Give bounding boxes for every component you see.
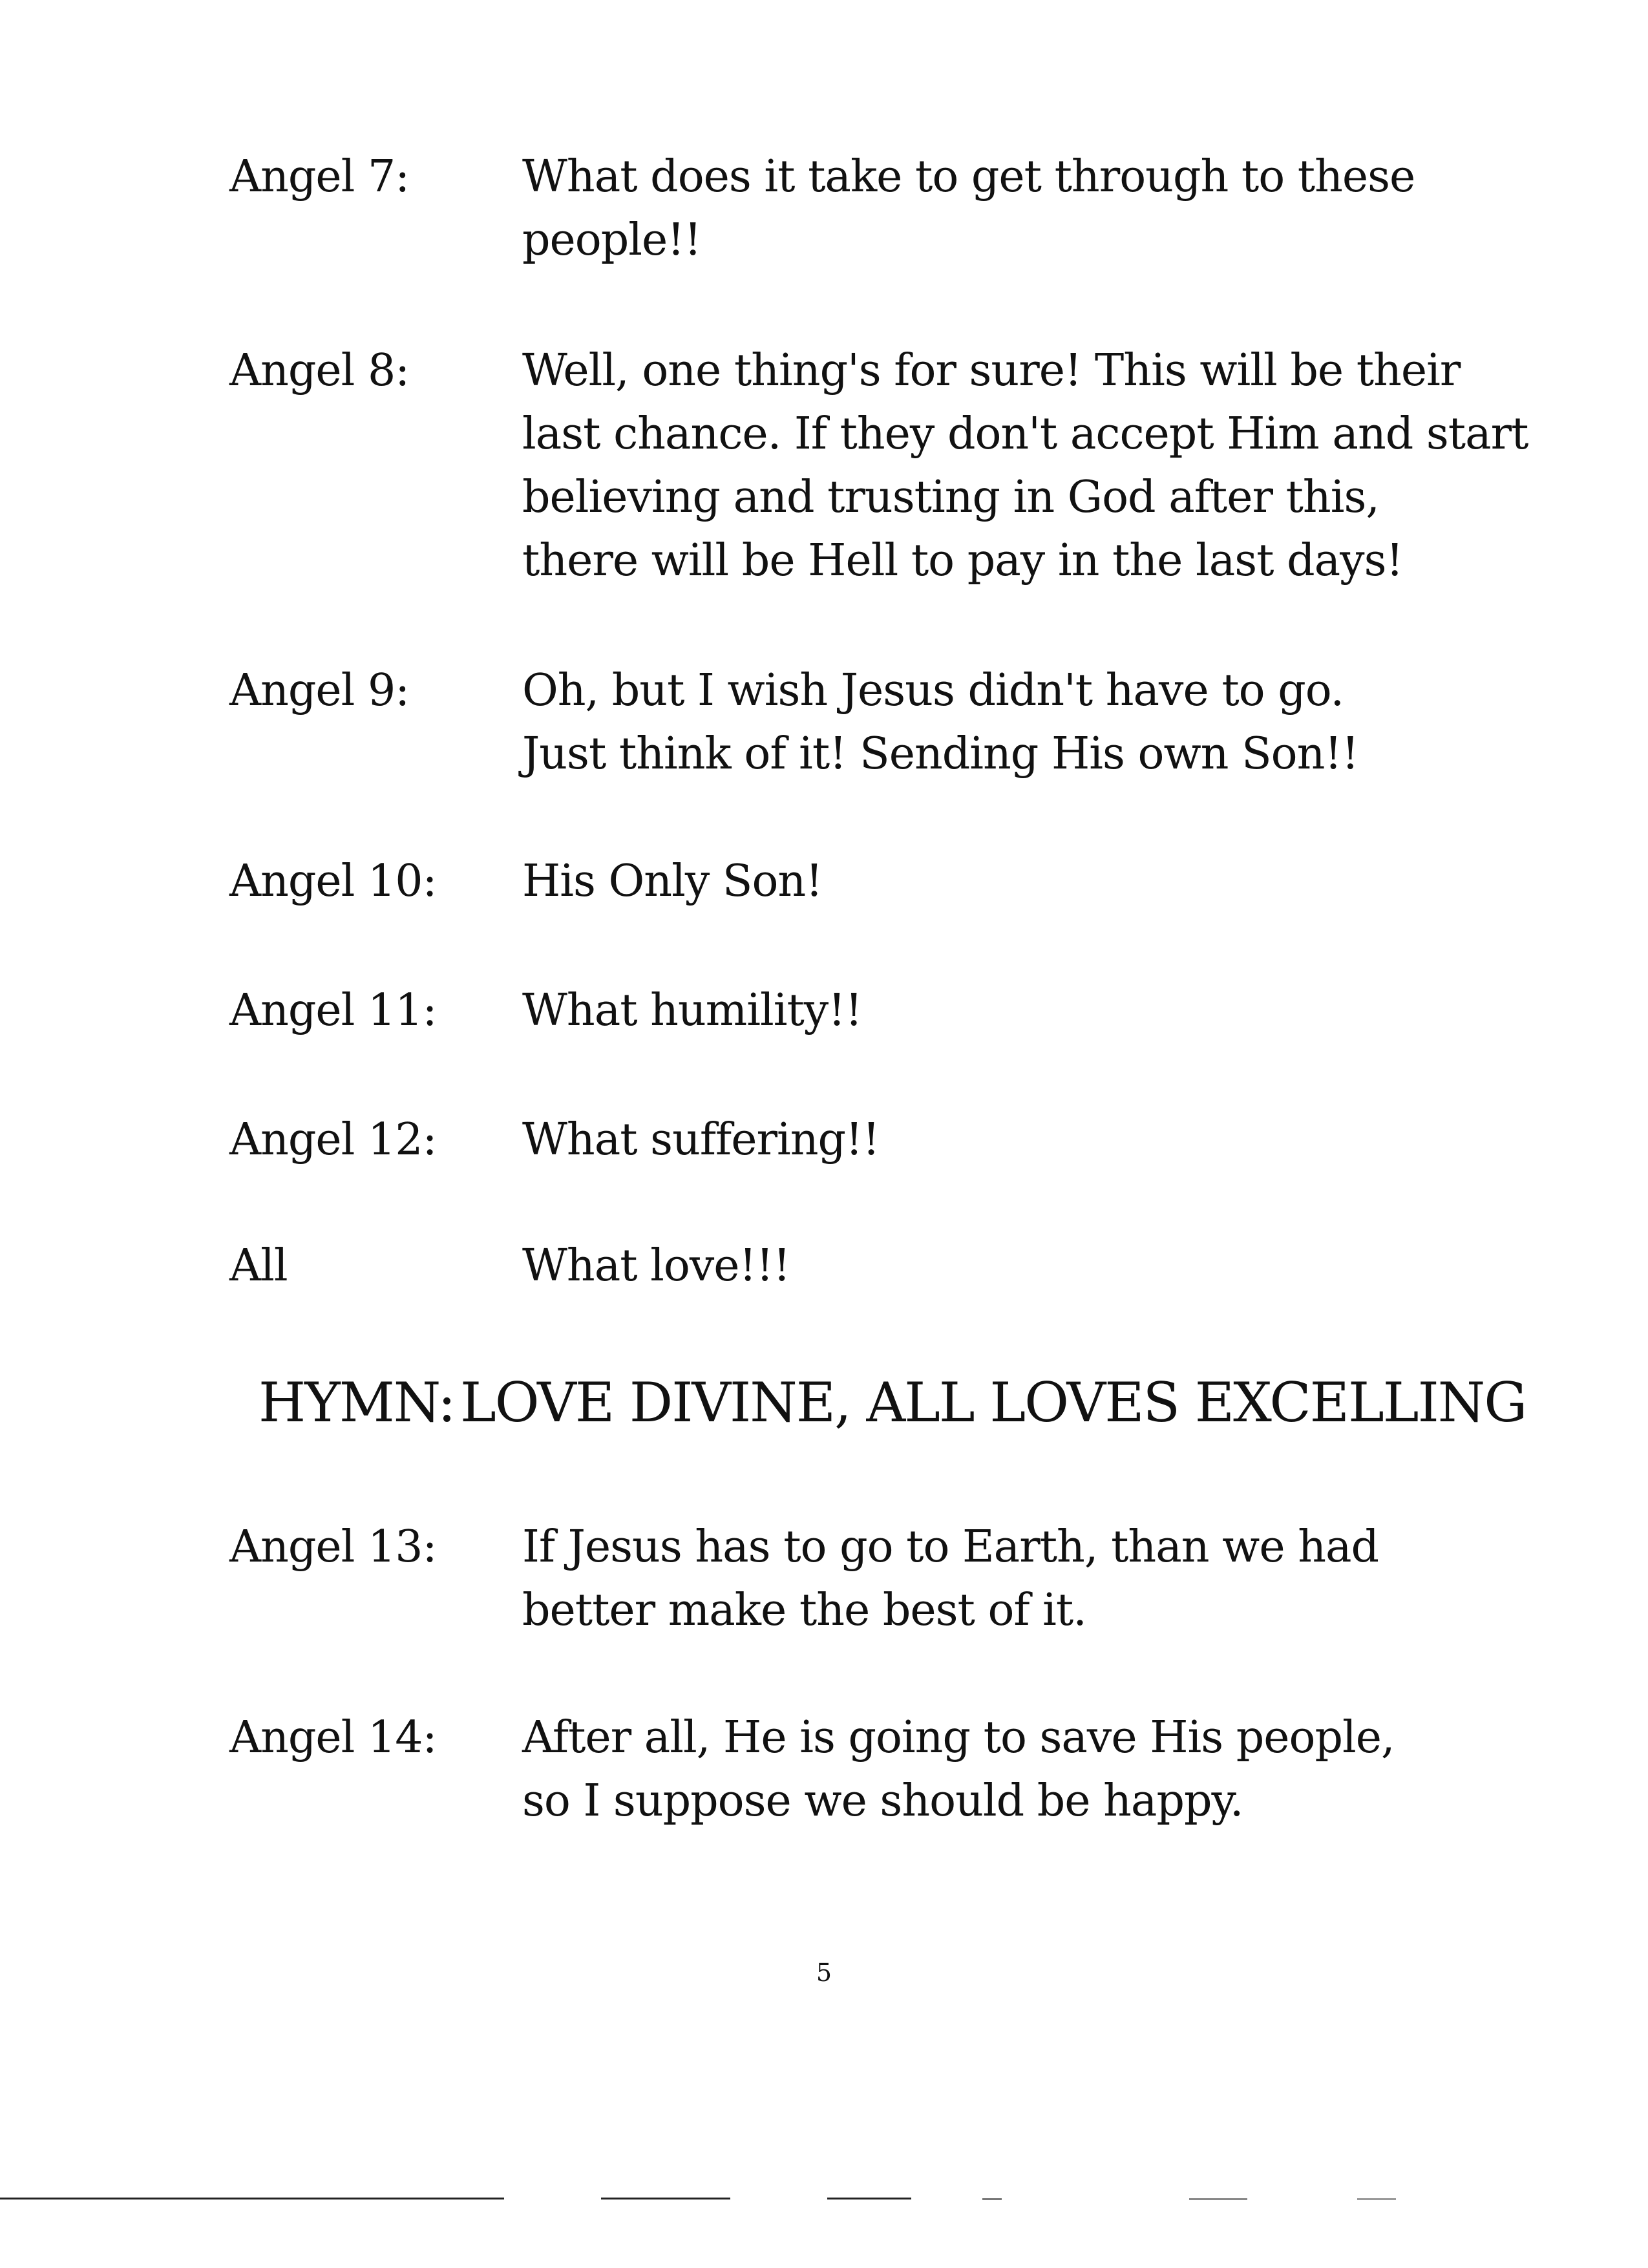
speaker-name: Angel 12:	[229, 1114, 437, 1165]
footer-rule	[1189, 2198, 1247, 2200]
dialogue-line: there will be Hell to pay in the last days!	[522, 535, 1403, 586]
dialogue-line: better make the best of it.	[522, 1585, 1086, 1636]
dialogue-text	[522, 1516, 1459, 1642]
dialogue-line: Just think of it! Sending His own Son!!	[522, 728, 1359, 779]
dialogue-line: His Only Son!	[522, 856, 823, 907]
dialogue-text	[522, 1706, 1459, 1833]
dialogue-line: What suffering!!	[522, 1114, 880, 1165]
dialogue-line: last chance. If they don't accept Him and start	[522, 408, 1528, 460]
dialogue-line: What humility!!	[522, 985, 862, 1036]
speaker-name: Angel 7:	[229, 151, 410, 202]
speaker-name: All	[229, 1240, 288, 1291]
dialogue-text	[522, 1235, 1459, 1298]
speaker-name: Angel 13:	[229, 1521, 437, 1573]
dialogue-line: Oh, but I wish Jesus didn't have to go.	[522, 665, 1344, 716]
speaker-name: Angel 9:	[229, 665, 410, 716]
hymn-label: HYMN:	[259, 1371, 455, 1434]
footer-rule	[1357, 2198, 1396, 2200]
speaker-name: Angel 14:	[229, 1712, 437, 1763]
speaker-name: Angel 8:	[229, 345, 410, 396]
dialogue-text	[522, 979, 1459, 1043]
dialogue-line: What does it take to get through to these	[522, 151, 1415, 202]
dialogue-text	[522, 850, 1459, 913]
speaker-name: Angel 10:	[229, 856, 437, 907]
page-number: 5	[816, 1958, 832, 1987]
dialogue-line: Well, one thing's for sure! This will be their	[522, 345, 1461, 396]
dialogue-text	[522, 339, 1528, 593]
dialogue-line: If Jesus has to go to Earth, than we had	[522, 1521, 1379, 1573]
speaker-name: Angel 11:	[229, 985, 437, 1036]
dialogue-text	[522, 1108, 1459, 1172]
dialogue-line: believing and trusting in God after this,	[522, 472, 1379, 523]
footer-rule	[0, 2198, 504, 2199]
footer-rule	[827, 2198, 911, 2199]
dialogue-text	[522, 145, 1459, 272]
dialogue-line: so I suppose we should be happy.	[522, 1775, 1243, 1827]
dialogue-line: After all, He is going to save His people,	[522, 1712, 1395, 1763]
dialogue-text	[522, 659, 1459, 786]
hymn-title: LOVE DIVINE, ALL LOVES EXCELLING	[460, 1371, 1527, 1434]
footer-rule	[601, 2198, 730, 2199]
dialogue-line: What love!!!	[522, 1240, 790, 1291]
footer-rule	[982, 2198, 1002, 2200]
dialogue-line: people!!	[522, 215, 701, 266]
